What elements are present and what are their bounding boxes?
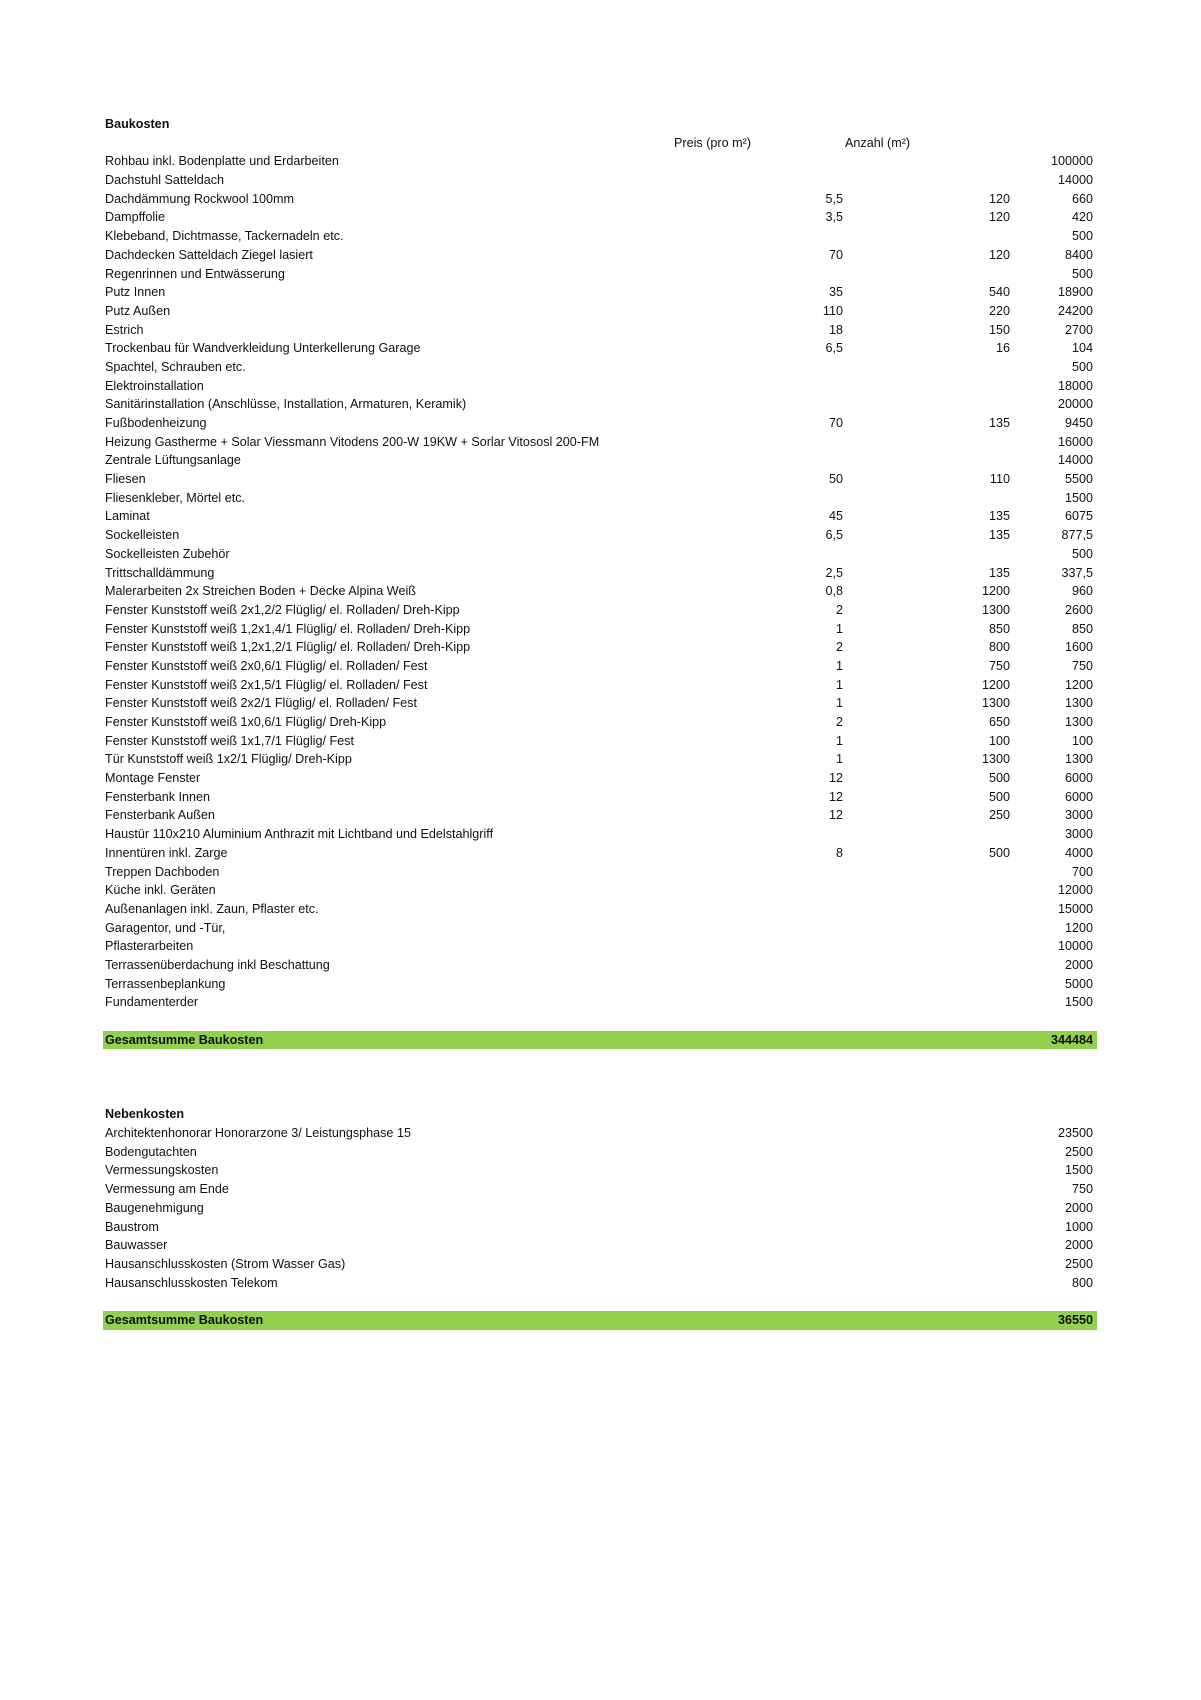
row-total: 1300 [1064, 715, 1093, 729]
row-label: Fußbodenheizung [105, 416, 207, 430]
table-row [103, 788, 1097, 807]
table-row [103, 545, 1097, 564]
row-total: 960 [1071, 584, 1093, 599]
row-preis: 12 [828, 789, 843, 804]
row-label: Trockenbau für Wandverkleidung Unterkellerung Garage [105, 341, 421, 356]
row-preis: 110 [822, 303, 843, 318]
row-label: Spachtel, Schrauben etc. [105, 359, 246, 374]
table-row [103, 1255, 1097, 1274]
row-label: Trittschalldämmung [105, 565, 215, 580]
table-row [103, 1161, 1097, 1180]
row-preis: 12 [828, 808, 843, 823]
row-preis: 2,5 [825, 565, 843, 580]
row-label: Fenster Kunststoff weiß 1x0,6/1 Flüglig/ Dreh-Kipp [105, 715, 387, 729]
section-title-nebenkosten [103, 1105, 1097, 1124]
row-preis: 1 [835, 677, 843, 692]
row-total: 500 [1071, 546, 1093, 561]
row-label: Fensterbank Innen [105, 789, 211, 804]
row-label: Treppen Dachboden [105, 864, 220, 879]
row-anzahl: 150 [988, 322, 1010, 337]
spacer [103, 1049, 1097, 1105]
table-row [103, 208, 1097, 227]
row-preis: 6,5 [825, 528, 843, 543]
row-label: Baustrom [105, 1219, 159, 1234]
baukosten-sum-row [103, 1031, 1097, 1050]
row-label: Estrich [105, 322, 144, 337]
row-label: Baugenehmigung [105, 1200, 204, 1215]
table-row [103, 507, 1097, 526]
row-anzahl: 1300 [981, 602, 1010, 617]
row-label: Heizung Gastherme + Solar Viessmann Vitodens 200-W 19KW + Sorlar Vitososl 200-FM [105, 434, 600, 449]
table-row [103, 620, 1097, 639]
row-label: Terrassenbeplankung [105, 976, 226, 991]
table-row [103, 1124, 1097, 1143]
row-total: 1300 [1064, 752, 1093, 767]
row-label: Hausanschlusskosten (Strom Wasser Gas) [105, 1256, 346, 1271]
table-row [103, 246, 1097, 265]
spacer [103, 1012, 1097, 1031]
row-total: 18000 [1057, 378, 1093, 393]
row-label: Fenster Kunststoff weiß 2x2/1 Flüglig/ el. Rolladen/ Fest [105, 696, 417, 711]
row-label: Dachstuhl Satteldach [105, 173, 225, 188]
table-row [103, 190, 1097, 209]
row-label: Vermessungskosten [105, 1163, 219, 1178]
row-total: 5500 [1064, 472, 1093, 487]
row-label: Rohbau inkl. Bodenplatte und Erdarbeiten [105, 154, 339, 169]
row-total: 500 [1071, 359, 1093, 374]
row-anzahl: 16 [995, 341, 1010, 356]
row-total: 1000 [1064, 1219, 1093, 1234]
row-preis: 1 [835, 621, 843, 636]
table-row [103, 638, 1097, 657]
row-total: 2000 [1064, 957, 1093, 972]
row-total: 8400 [1064, 247, 1093, 262]
row-total: 850 [1071, 621, 1093, 636]
row-anzahl: 850 [988, 621, 1010, 636]
table-row [103, 769, 1097, 788]
row-label: Elektroinstallation [105, 378, 204, 393]
row-total: 20000 [1057, 397, 1093, 412]
row-preis: 12 [828, 771, 843, 786]
table-row [103, 414, 1097, 433]
row-label: Küche inkl. Geräten [105, 883, 216, 898]
nebenkosten-rows [103, 1124, 1097, 1292]
row-label: Dachdecken Satteldach Ziegel lasiert [105, 247, 313, 262]
column-header-preis: Preis (pro m²) [674, 135, 751, 150]
baukosten-rows [103, 152, 1097, 1012]
row-total: 877,5 [1061, 528, 1093, 543]
row-preis: 2 [835, 640, 843, 655]
row-label: Bauwasser [105, 1238, 168, 1253]
row-total: 23500 [1057, 1126, 1093, 1141]
table-row [103, 1274, 1097, 1293]
row-label: Klebeband, Dichtmasse, Tackernadeln etc. [105, 229, 344, 244]
row-anzahl: 135 [988, 416, 1010, 430]
row-preis: 2 [835, 715, 843, 729]
table-row [103, 676, 1097, 695]
row-preis: 70 [828, 416, 843, 430]
table-row [103, 152, 1097, 171]
row-total: 2700 [1064, 322, 1093, 337]
table-row [103, 526, 1097, 545]
row-label: Vermessung am Ende [105, 1182, 229, 1197]
row-preis: 45 [828, 509, 843, 524]
row-anzahl: 750 [988, 658, 1010, 673]
row-total: 2500 [1064, 1144, 1093, 1159]
row-total: 14000 [1057, 173, 1093, 188]
row-label: Innentüren inkl. Zarge [105, 845, 228, 860]
sum-value: 344484 [1050, 1032, 1093, 1047]
row-anzahl: 1200 [981, 677, 1010, 692]
table-row [103, 825, 1097, 844]
column-header-row [103, 134, 1097, 153]
row-preis: 5,5 [825, 191, 843, 206]
row-anzahl: 135 [988, 528, 1010, 543]
row-preis: 70 [828, 247, 843, 262]
table-row [103, 750, 1097, 769]
row-total: 104 [1071, 341, 1093, 356]
row-total: 4000 [1064, 845, 1093, 860]
row-total: 5000 [1064, 976, 1093, 991]
table-row [103, 283, 1097, 302]
row-label: Putz Außen [105, 303, 171, 318]
table-row [103, 451, 1097, 470]
row-label: Hausanschlusskosten Telekom [105, 1275, 278, 1290]
table-row [103, 265, 1097, 284]
sum-label: Gesamtsumme Baukosten [105, 1312, 264, 1327]
row-label: Zentrale Lüftungsanlage [105, 453, 241, 468]
row-total: 14000 [1057, 453, 1093, 468]
table-row [103, 694, 1097, 713]
row-total: 1500 [1064, 995, 1093, 1010]
row-label: Bodengutachten [105, 1144, 197, 1159]
row-total: 6000 [1064, 789, 1093, 804]
row-total: 2500 [1064, 1256, 1093, 1271]
row-label: Laminat [105, 509, 150, 524]
table-row [103, 377, 1097, 396]
row-total: 3000 [1064, 808, 1093, 823]
table-row [103, 900, 1097, 919]
table-row [103, 601, 1097, 620]
row-total: 6000 [1064, 771, 1093, 786]
table-row [103, 993, 1097, 1012]
row-label: Sockelleisten Zubehör [105, 546, 230, 561]
row-total: 15000 [1057, 901, 1093, 916]
row-label: Fliesen [105, 472, 146, 487]
row-preis: 8 [835, 845, 843, 860]
row-label: Fenster Kunststoff weiß 2x0,6/1 Flüglig/ el. Rolladen/ Fest [105, 658, 428, 673]
row-label: Montage Fenster [105, 771, 201, 786]
row-anzahl: 1200 [981, 584, 1010, 599]
row-total: 800 [1071, 1275, 1093, 1290]
row-preis: 1 [835, 733, 843, 748]
table-row [103, 227, 1097, 246]
row-total: 1500 [1064, 490, 1093, 505]
table-row [103, 302, 1097, 321]
row-total: 500 [1071, 229, 1093, 244]
row-total: 1500 [1064, 1163, 1093, 1178]
row-preis: 50 [828, 472, 843, 487]
table-row [103, 657, 1097, 676]
row-total: 100 [1071, 733, 1093, 748]
row-label: Sockelleisten [105, 528, 180, 543]
table-row [103, 975, 1097, 994]
table-row [103, 171, 1097, 190]
row-total: 100000 [1050, 154, 1093, 169]
row-label: Architektenhonorar Honorarzone 3/ Leistungsphase 15 [105, 1126, 411, 1141]
row-total: 660 [1071, 191, 1093, 206]
row-anzahl: 500 [988, 789, 1010, 804]
row-total: 2000 [1064, 1200, 1093, 1215]
row-preis: 35 [828, 285, 843, 300]
row-anzahl: 1300 [981, 696, 1010, 711]
table-row [103, 489, 1097, 508]
table-row [103, 863, 1097, 882]
row-anzahl: 135 [988, 565, 1010, 580]
table-row [103, 1199, 1097, 1218]
row-label: Fenster Kunststoff weiß 2x1,5/1 Flüglig/ el. Rolladen/ Fest [105, 677, 428, 692]
row-label: Dampffolie [105, 210, 165, 225]
row-anzahl: 250 [988, 808, 1010, 823]
row-label: Putz Innen [105, 285, 166, 300]
table-row [103, 1180, 1097, 1199]
row-label: Fenster Kunststoff weiß 2x1,2/2 Flüglig/ el. Rolladen/ Dreh-Kipp [105, 602, 460, 617]
row-label: Fensterbank Außen [105, 808, 215, 823]
row-anzahl: 500 [988, 771, 1010, 786]
row-total: 3000 [1064, 827, 1093, 842]
row-total: 16000 [1057, 434, 1093, 449]
column-header-anzahl: Anzahl (m²) [845, 135, 911, 150]
row-total: 750 [1071, 658, 1093, 673]
row-total: 2000 [1064, 1238, 1093, 1253]
row-preis: 18 [828, 322, 843, 337]
sum-label: Gesamtsumme Baukosten [105, 1032, 264, 1047]
row-anzahl: 120 [988, 210, 1010, 225]
table-row [103, 1218, 1097, 1237]
table-row [103, 321, 1097, 340]
row-anzahl: 110 [989, 472, 1010, 487]
row-label: Fliesenkleber, Mörtel etc. [105, 490, 245, 505]
row-anzahl: 540 [988, 285, 1010, 300]
row-anzahl: 100 [988, 733, 1010, 748]
row-total: 10000 [1057, 939, 1093, 954]
row-total: 1200 [1064, 677, 1093, 692]
row-label: Terrassenüberdachung inkl Beschattung [105, 957, 330, 972]
row-anzahl: 650 [988, 715, 1010, 729]
section-title: Baukosten [105, 117, 170, 131]
row-anzahl: 800 [988, 640, 1010, 655]
row-label: Malerarbeiten 2x Streichen Boden + Decke Alpina Weiß [105, 584, 416, 599]
row-label: Sanitärinstallation (Anschlüsse, Installation, Armaturen, Keramik) [105, 397, 467, 412]
row-preis: 1 [835, 696, 843, 711]
row-total: 2600 [1064, 602, 1093, 617]
row-anzahl: 120 [988, 247, 1010, 262]
table-row [103, 732, 1097, 751]
table-row [103, 470, 1097, 489]
section-title-baukosten [103, 115, 1097, 134]
row-preis: 3,5 [825, 210, 843, 225]
sum-value: 36550 [1057, 1312, 1093, 1327]
table-row [103, 881, 1097, 900]
table-row [103, 713, 1097, 732]
row-total: 24200 [1057, 303, 1093, 318]
row-anzahl: 1300 [981, 752, 1010, 767]
row-preis: 1 [835, 752, 843, 767]
row-preis: 1 [835, 658, 843, 673]
table-row [103, 339, 1097, 358]
table-row [103, 806, 1097, 825]
row-label: Haustür 110x210 Aluminium Anthrazit mit Lichtband und Edelstahlgriff [105, 827, 494, 842]
table-row [103, 919, 1097, 938]
table-row [103, 1143, 1097, 1162]
section-title: Nebenkosten [105, 1107, 185, 1122]
table-row [103, 564, 1097, 583]
table-row [103, 395, 1097, 414]
table-row [103, 582, 1097, 601]
row-total: 750 [1071, 1182, 1093, 1197]
row-preis: 6,5 [825, 341, 843, 356]
row-label: Fenster Kunststoff weiß 1,2x1,2/1 Flüglig/ el. Rolladen/ Dreh-Kipp [105, 640, 471, 655]
row-preis: 0,8 [825, 584, 843, 599]
row-label: Dachdämmung Rockwool 100mm [105, 191, 294, 206]
row-total: 700 [1071, 864, 1093, 879]
row-anzahl: 500 [988, 845, 1010, 860]
spacer [103, 1292, 1097, 1311]
row-total: 500 [1071, 266, 1093, 281]
table-row [103, 937, 1097, 956]
row-label: Garagentor, und -Tür, [105, 920, 226, 935]
nebenkosten-sum-row [103, 1311, 1097, 1330]
row-label: Pflasterarbeiten [105, 939, 194, 954]
row-preis: 2 [835, 602, 843, 617]
table-row [103, 358, 1097, 377]
row-total: 1300 [1064, 696, 1093, 711]
cost-sheet [103, 115, 1097, 1330]
row-total: 9450 [1064, 416, 1093, 430]
row-label: Fenster Kunststoff weiß 1,2x1,4/1 Flüglig/ el. Rolladen/ Dreh-Kipp [105, 621, 471, 636]
row-label: Außenanlagen inkl. Zaun, Pflaster etc. [105, 901, 319, 916]
row-total: 12000 [1057, 883, 1093, 898]
row-total: 1200 [1064, 920, 1093, 935]
table-row [103, 433, 1097, 452]
row-label: Tür Kunststoff weiß 1x2/1 Flüglig/ Dreh-Kipp [105, 752, 352, 767]
row-anzahl: 120 [988, 191, 1010, 206]
row-total: 18900 [1057, 285, 1093, 300]
row-anzahl: 135 [988, 509, 1010, 524]
table-row [103, 956, 1097, 975]
row-anzahl: 220 [988, 303, 1010, 318]
table-row [103, 1236, 1097, 1255]
row-total: 420 [1071, 210, 1093, 225]
table-row [103, 844, 1097, 863]
row-label: Fenster Kunststoff weiß 1x1,7/1 Flüglig/ Fest [105, 733, 354, 748]
row-total: 1600 [1064, 640, 1093, 655]
row-label: Regenrinnen und Entwässerung [105, 266, 285, 281]
row-total: 337,5 [1061, 565, 1093, 580]
row-label: Fundamenterder [105, 995, 199, 1010]
row-total: 6075 [1064, 509, 1093, 524]
